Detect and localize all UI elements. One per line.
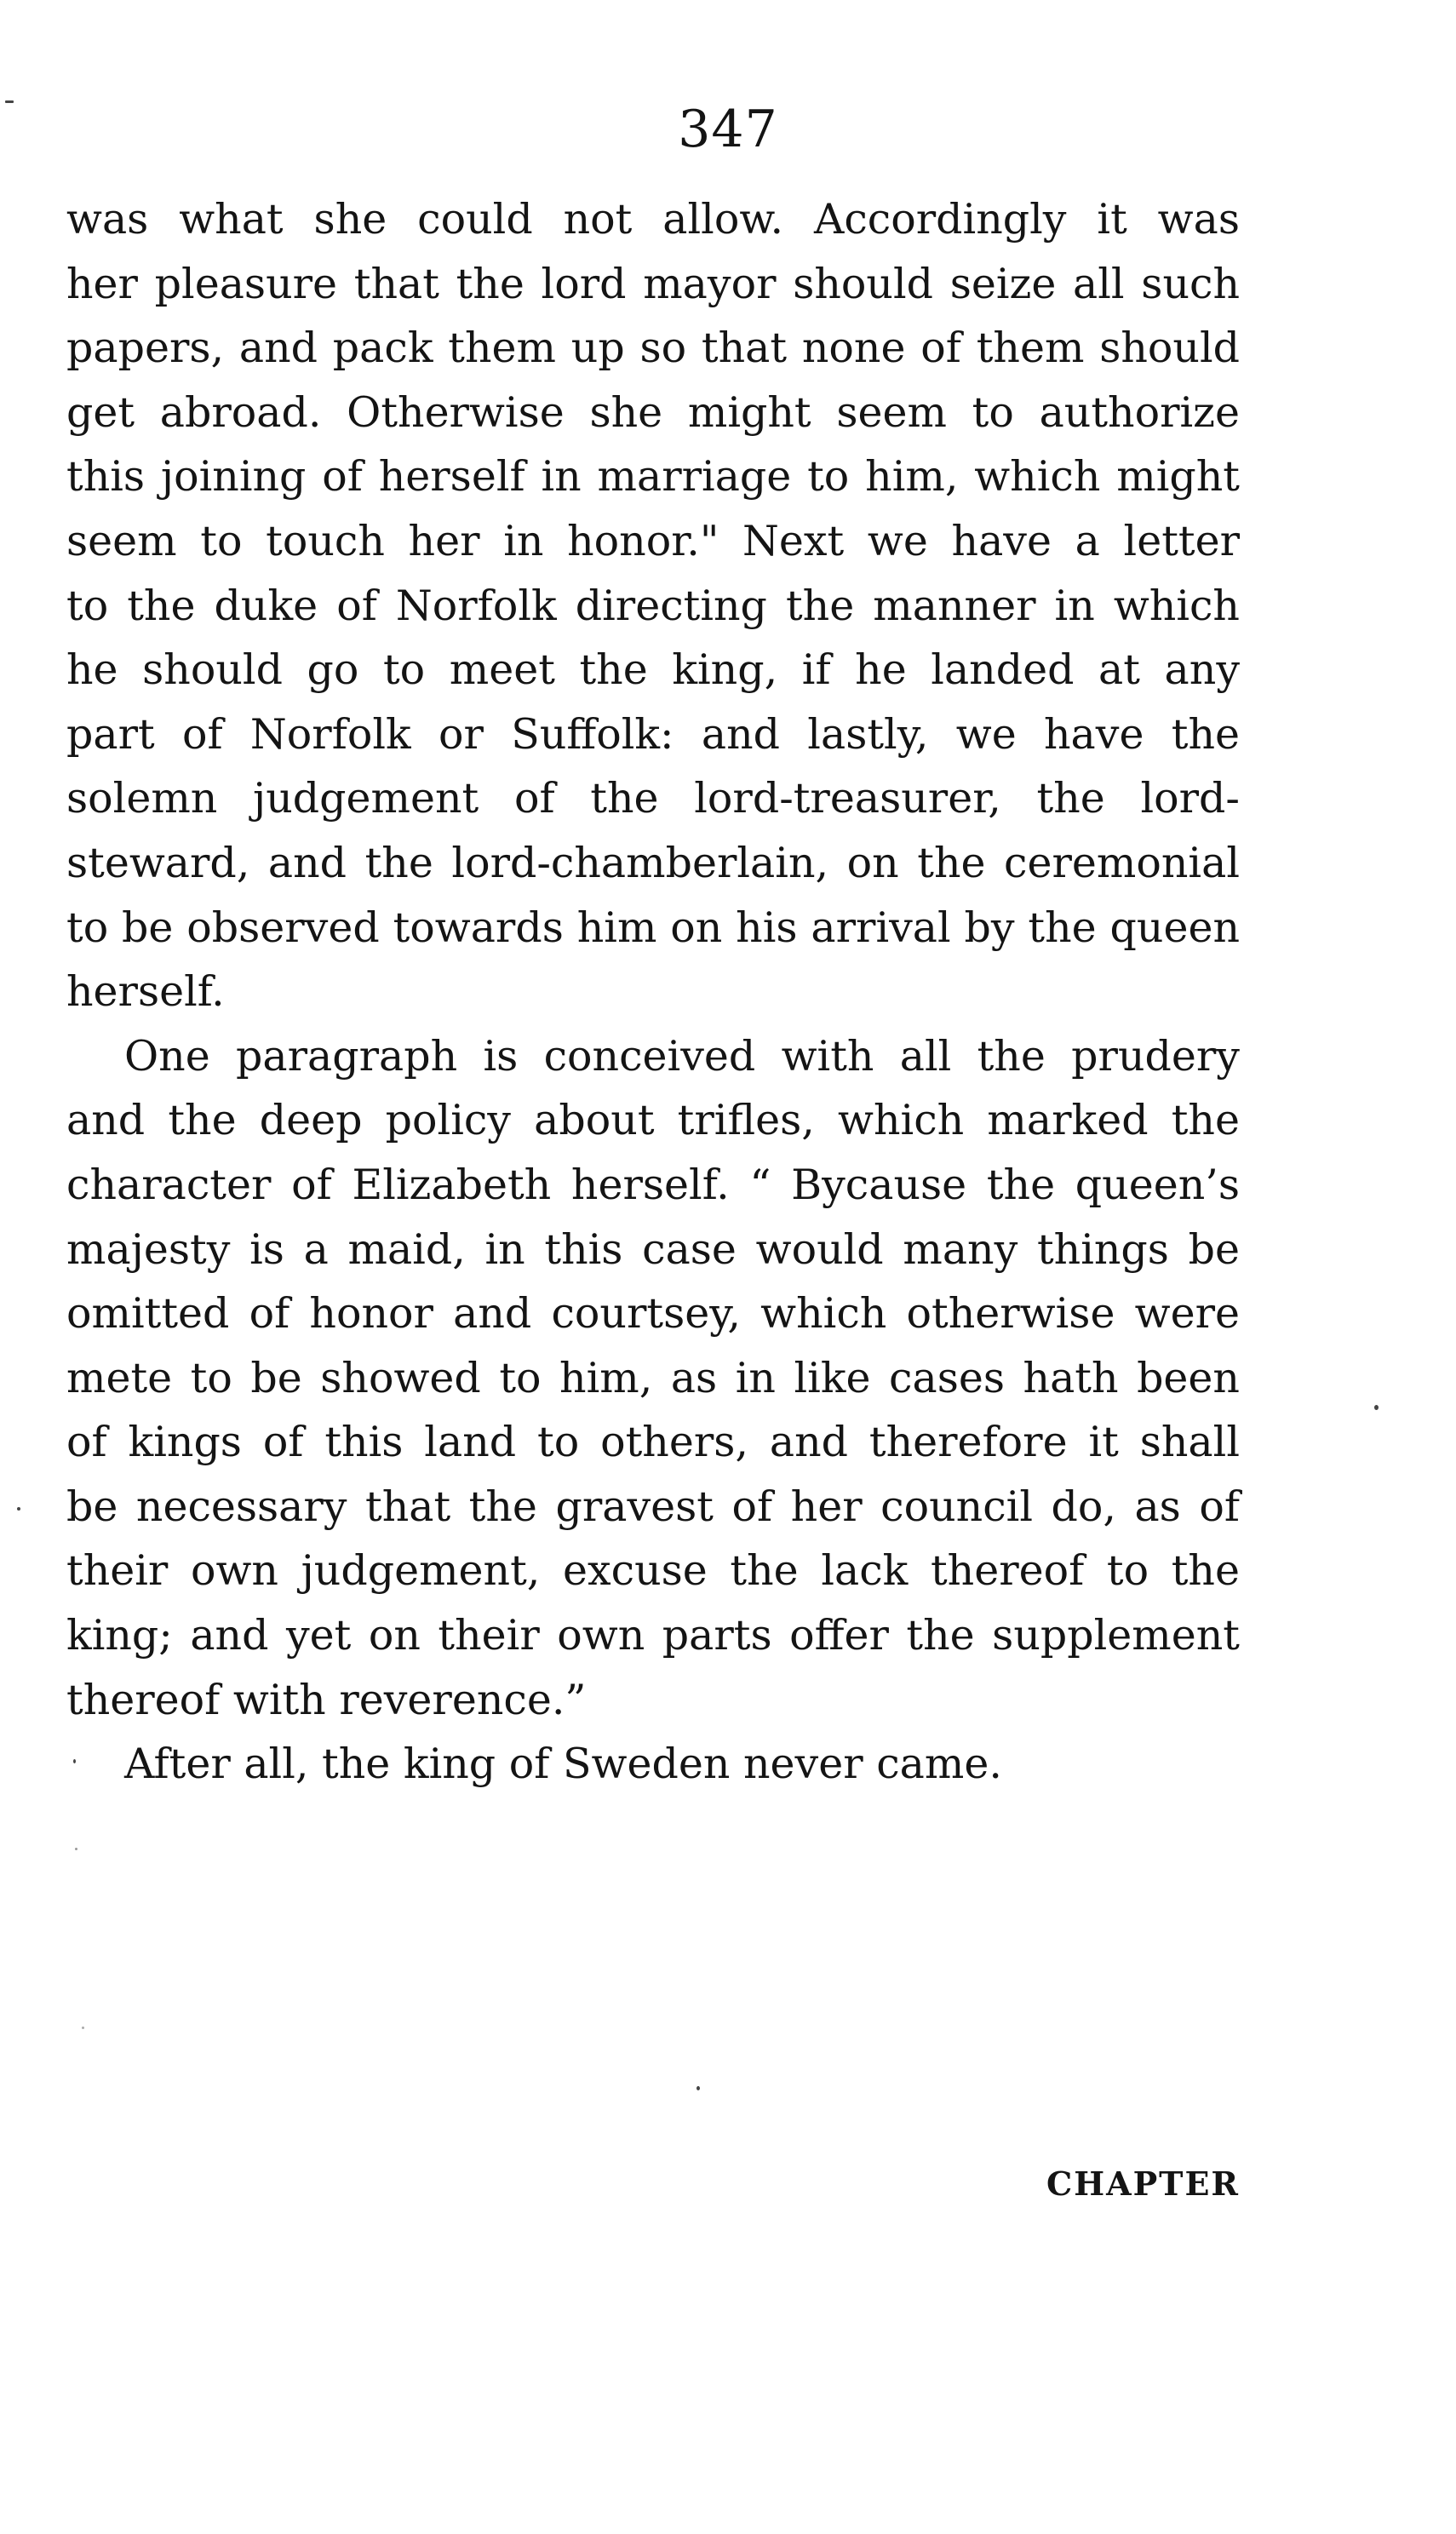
print-speck [75,1848,77,1850]
text-line: be necessary that the gravest of her council do, as of [66,1482,1240,1531]
text-line: part of Norfolk or Suffolk: and lastly, we have the [66,709,1240,759]
catchword: CHAPTER [1046,2164,1240,2203]
text-line: After all, the king of Sweden never came. [124,1740,1002,1789]
text-line: he should go to meet the king, if he landed at any [66,645,1240,695]
text-line: and the deep policy about trifles, which marked the [66,1096,1240,1145]
text-line: get abroad. Otherwise she might seem to authorize [66,387,1240,437]
print-speck [82,2027,84,2029]
text-line: mete to be showed to him, as in like cases hath been [66,1353,1240,1402]
print-speck [73,1759,76,1763]
text-line: king; and yet on their own parts offer the supplement [66,1611,1240,1660]
text-line: majesty is a maid, in this case would many things be [66,1224,1240,1274]
text-line: papers, and pack them up so that none of them should [66,324,1240,373]
text-line: was what she could not allow. Accordingly it was [66,195,1240,244]
text-line: One paragraph is conceived with all the prudery [124,1031,1240,1081]
print-speck [17,1507,20,1511]
body-text [66,187,1240,1797]
text-line: steward, and the lord-chamberlain, on the ceremonial [66,838,1240,887]
text-line: solemn judgement of the lord-treasurer, the lord- [66,774,1240,823]
print-speck [696,2086,700,2090]
text-line: character of Elizabeth herself. “ Bycause the queen’s [66,1160,1240,1209]
text-line: omitted of honor and courtsey, which otherwise were [66,1289,1240,1339]
text-line: of kings of this land to others, and therefore it shall [66,1418,1240,1467]
text-line: seem to touch her in honor." Next we have a letter [66,516,1240,565]
print-speck [5,100,14,103]
text-line: their own judgement, excuse the lack thereof to the [66,1546,1240,1596]
print-speck [1374,1405,1379,1410]
text-line: to be observed towards him on his arrival by the queen [66,903,1240,952]
page-number: 347 [678,100,778,159]
text-line: her pleasure that the lord mayor should seize all such [66,259,1240,308]
text-line: herself. [66,967,225,1017]
text-line: this joining of herself in marriage to him, which might [66,452,1240,502]
text-line: to the duke of Norfolk directing the manner in which [66,581,1240,630]
text-line: thereof with reverence.” [66,1675,587,1724]
